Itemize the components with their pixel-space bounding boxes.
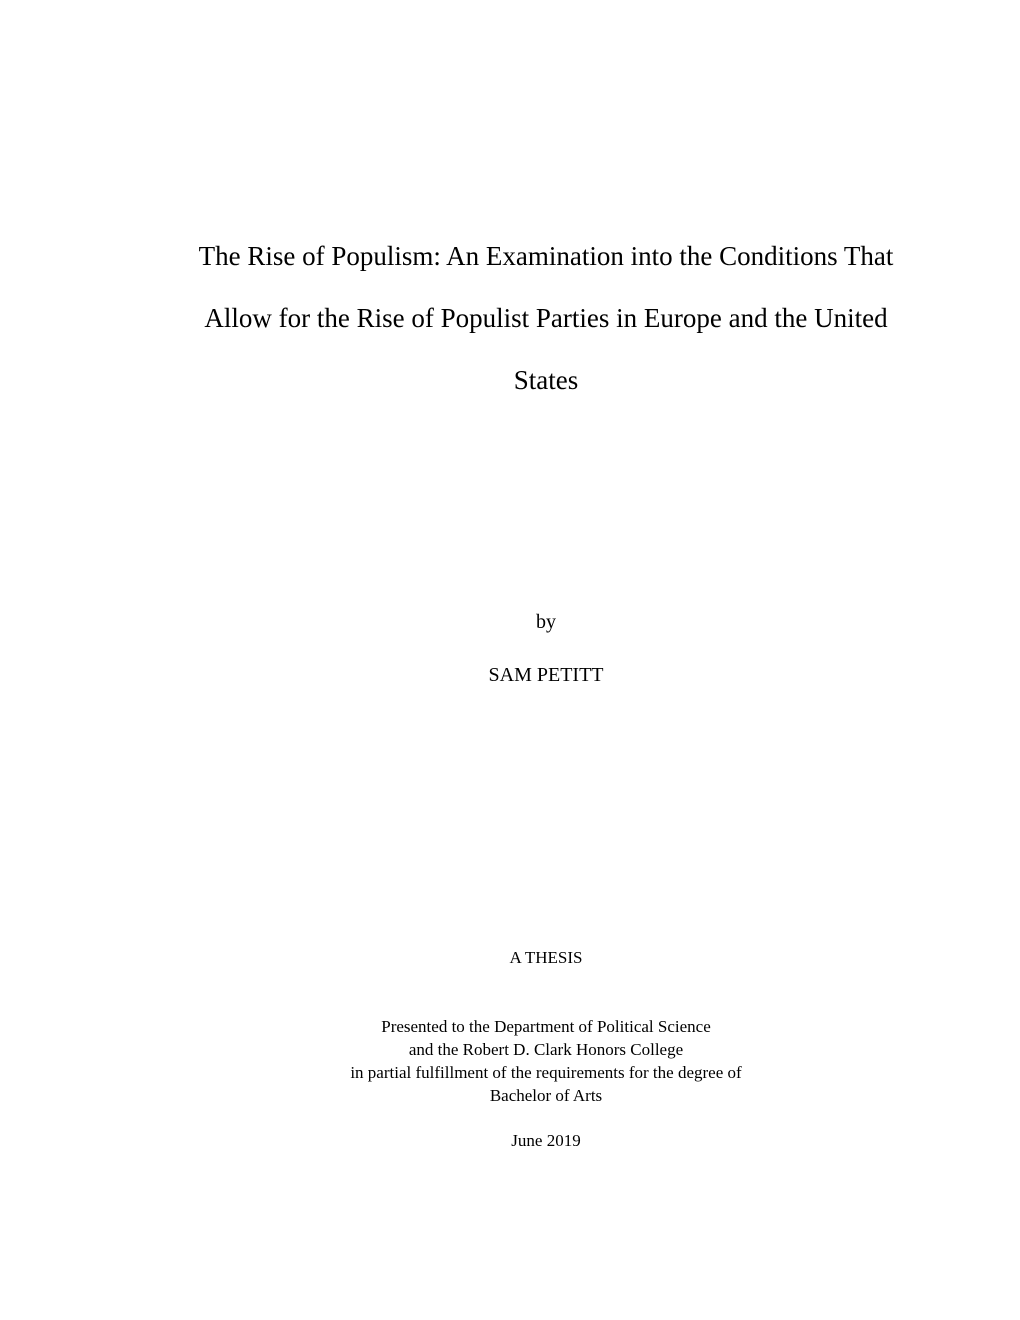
presented-line-4: Bachelor of Arts (489, 1086, 603, 1105)
date-text: June 2019 (511, 1131, 581, 1150)
presented-line-2: and the Robert D. Clark Honors College (408, 1040, 684, 1059)
presentation-statement (0, 1015, 1020, 1107)
thesis-label: A THESIS (509, 948, 583, 967)
presented-line-1: Presented to the Department of Political Science (381, 1017, 711, 1036)
presented-line-3: in partial fulfillment of the requirements for the degree of (350, 1063, 742, 1082)
title-line-3: States (513, 365, 579, 395)
title-line-1: The Rise of Populism: An Examination into the Conditions That (198, 241, 894, 271)
by-text: by (536, 611, 556, 633)
author-name: SAM PETITT (488, 664, 604, 686)
title-line-2: Allow for the Rise of Populist Parties in Europe and the United (204, 303, 888, 333)
